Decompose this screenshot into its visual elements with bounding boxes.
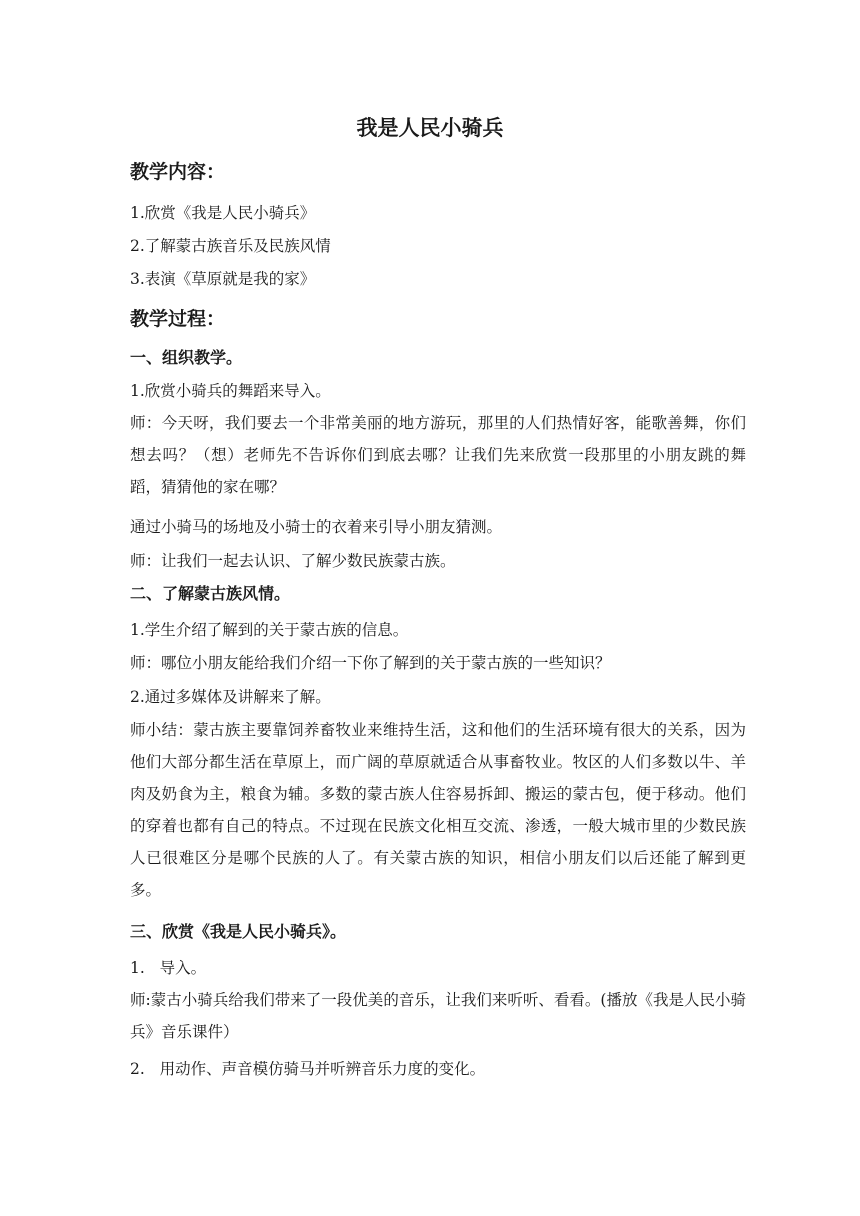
section1-teacher-lead: 师：让我们一起去认识、了解少数民族蒙古族。 bbox=[130, 552, 456, 570]
content-item-3: 3.表演《草原就是我的家》 bbox=[130, 270, 316, 288]
document-title: 我是人民小骑兵 bbox=[356, 116, 504, 140]
section2-step2: 2.通过多媒体及讲解来了解。 bbox=[130, 688, 331, 706]
section2-heading: 二、了解蒙古族风情。 bbox=[130, 584, 291, 603]
content-heading: 教学内容： bbox=[130, 161, 226, 183]
section3-step1: 1. 导入。 bbox=[130, 959, 207, 977]
content-item-1: 1.欣赏《我是人民小骑兵》 bbox=[130, 204, 316, 222]
section3-step2: 2. 用动作、声音模仿骑马并听辨音乐力度的变化。 bbox=[130, 1060, 486, 1078]
section1-guide: 通过小骑马的场地及小骑士的衣着来引导小朋友猜测。 bbox=[130, 518, 503, 536]
section2-step1: 1.学生介绍了解到的关于蒙古族的信息。 bbox=[130, 621, 409, 639]
process-heading: 教学过程： bbox=[130, 308, 226, 330]
section3-teacher-play: 师:蒙古小骑兵给我们带来了一段优美的音乐，让我们来听听、看看。(播放《我是人民小骑兵》音乐课件） bbox=[130, 991, 746, 1041]
section1-heading: 一、组织教学。 bbox=[130, 348, 243, 367]
section1-step1: 1.欣赏小骑兵的舞蹈来导入。 bbox=[130, 382, 331, 400]
content-item-2: 2.了解蒙古族音乐及民族风情 bbox=[130, 237, 331, 255]
section3-heading: 三、欣赏《我是人民小骑兵》。 bbox=[130, 922, 347, 941]
section1-teacher-intro: 师：今天呀，我们要去一个非常美丽的地方游玩，那里的人们热情好客，能歌善舞，你们想去吗？（想）老师先不告诉你们到底去哪？让我们先来欣赏一段那里的小朋友跳的舞蹈，猜猜他的家在哪？ bbox=[130, 414, 746, 496]
section2-teacher-ask: 师：哪位小朋友能给我们介绍一下你了解到的关于蒙古族的一些知识？ bbox=[130, 654, 611, 672]
section2-summary: 师小结：蒙古族主要靠饲养畜牧业来维持生活，这和他们的生活环境有很大的关系，因为他们大部分都生活在草原上，而广阔的草原就适合从事畜牧业。牧区的人们多数以牛、羊肉及奶食为主，粮食为辅。多数的蒙古族人住容易拆卸、搬运的蒙古包，便于移动。他们的穿着也都有自己的特点。不过现在民族文化相互交流、渗透，一般大城市里的少数民族人已很难区分是哪个民族的人了。有关蒙古族的知识，相信小朋友们以后还能了解到更多。 bbox=[130, 721, 746, 899]
